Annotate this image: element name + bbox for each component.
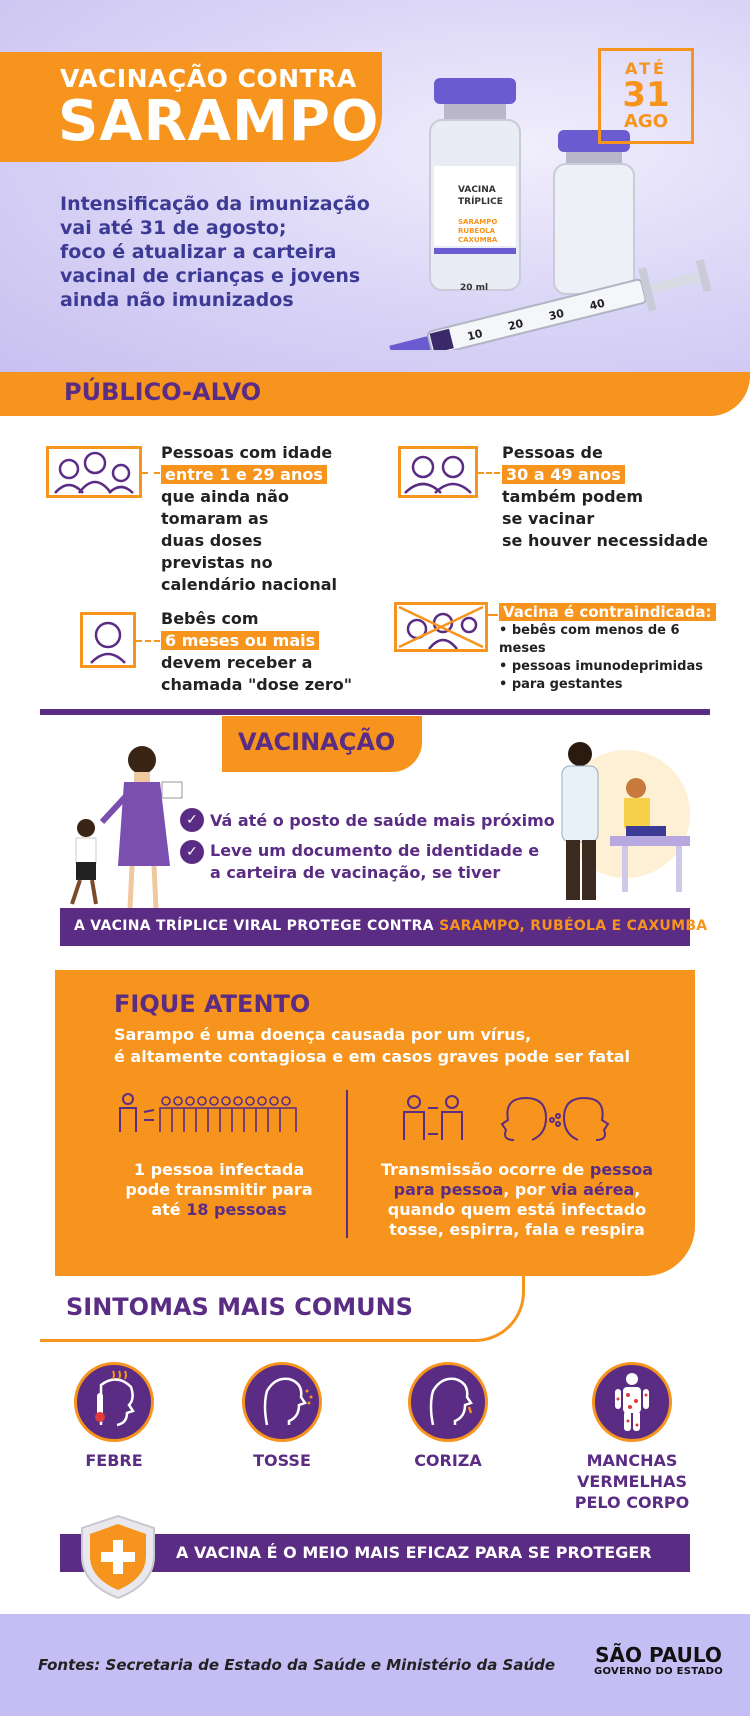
vial-sublabel-2: RUBÉOLA — [458, 227, 496, 235]
publico-item-2-line: se vacinar — [502, 509, 595, 528]
publico-item-2-highlight: 30 a 49 anos — [502, 465, 625, 484]
symptom-label-cough: TOSSE — [253, 1451, 311, 1470]
adults-icon — [398, 446, 478, 498]
date-badge-month: AGO — [623, 111, 668, 132]
red-spots-icon — [592, 1362, 672, 1442]
vacinacao-step-1: Vá até o posto de saúde mais próximo — [210, 811, 555, 830]
transmission-text-part: Transmissão ocorre de — [380, 1160, 590, 1179]
intro-line: ainda não imunizados — [60, 289, 294, 311]
mother-child-illustration — [58, 736, 188, 912]
contraindication-item: • para gestantes — [499, 677, 623, 692]
contagion-text-line: pode transmitir para — [125, 1180, 313, 1199]
atento-description-line: Sarampo é uma doença causada por um vírus, — [114, 1025, 532, 1044]
transmission-text-line: quando quem está infectado — [387, 1200, 647, 1219]
fever-icon — [74, 1362, 154, 1442]
transmission-text-line: tosse, espirra, fala e respira — [389, 1220, 645, 1239]
publico-section-title: PÚBLICO-ALVO — [64, 378, 262, 406]
syringe-mark-40: 40 — [588, 296, 607, 313]
connector-line — [488, 614, 498, 616]
publico-item-4-highlight: Vacina é contraindicada: — [499, 603, 716, 621]
shield-icon — [78, 1514, 158, 1600]
publico-item-1-highlight: entre 1 e 29 anos — [161, 465, 327, 484]
cough-icon — [242, 1362, 322, 1442]
triplice-banner-highlight: SARAMPO, RUBÉOLA E CAXUMBA — [439, 918, 708, 934]
contagion-text — [104, 1160, 334, 1220]
publico-item-2-line: também podem — [502, 487, 644, 506]
atento-section-title: FIQUE ATENTO — [114, 990, 311, 1018]
publico-item-3-line: devem receber a — [161, 653, 313, 672]
sp-government-logo — [594, 1644, 723, 1678]
symptom-label-fever: FEBRE — [85, 1451, 143, 1470]
check-icon: ✓ — [180, 840, 204, 864]
publico-item-3-pre: Bebês com — [161, 609, 259, 628]
intro-line: Intensificação da imunização — [60, 193, 370, 215]
publico-item-3-highlight: 6 meses ou mais — [161, 631, 319, 650]
transmission-highlight: via aérea — [550, 1180, 635, 1199]
vial-label-1: VACINA — [458, 185, 496, 195]
vial-label-2: TRÍPLICE — [458, 197, 503, 207]
symptom-label-red-spots: MANCHAS VERMELHAS PELO CORPO — [574, 1451, 690, 1512]
intro-line: vai até 31 de agosto; — [60, 217, 287, 239]
contraindicated-icon — [394, 602, 488, 652]
vacinacao-step-2-line: a carteira de vacinação, se tiver — [210, 863, 501, 882]
contagion-people-icon — [116, 1092, 302, 1136]
date-badge — [598, 48, 694, 144]
publico-item-1-line: calendário nacional — [161, 575, 338, 594]
intro-line: foco é atualizar a carteira — [60, 241, 337, 263]
publico-item-3 — [161, 608, 361, 696]
date-badge-day: 31 — [622, 75, 670, 115]
vial-volume: 20 ml — [460, 283, 489, 293]
publico-item-1-line: duas doses — [161, 531, 263, 550]
connector-line — [136, 640, 160, 642]
contagion-highlight: 18 pessoas — [186, 1200, 287, 1219]
publico-item-1-line: previstas no — [161, 553, 273, 572]
publico-item-2-pre: Pessoas de — [502, 443, 603, 462]
vacinacao-step-2-line: Leve um documento de identidade e — [210, 841, 540, 860]
logo-line1: SÃO PAULO — [595, 1643, 722, 1667]
transmission-highlight: para pessoa — [393, 1180, 504, 1199]
vacinacao-step-2 — [210, 840, 570, 884]
check-icon: ✓ — [180, 808, 204, 832]
nurse-illustration — [540, 736, 704, 906]
syringe-mark-30: 30 — [547, 306, 566, 323]
sources-text: Fontes: Secretaria de Estado da Saúde e Ministério da Saúde — [38, 1656, 556, 1674]
vial-sublabel-1: SARAMPO — [458, 218, 498, 226]
sintomas-section-title: SINTOMAS MAIS COMUNS — [66, 1293, 413, 1321]
baby-icon — [80, 612, 136, 668]
syringe-mark-20: 20 — [506, 316, 525, 334]
connector-line — [142, 472, 160, 474]
triplice-banner-pre: A VACINA TRÍPLICE VIRAL PROTEGE CONTRA — [74, 918, 440, 934]
transmission-text-part: , por — [503, 1180, 551, 1199]
transmission-icon — [402, 1094, 618, 1146]
publico-item-2 — [502, 442, 722, 552]
publico-item-1-line: que ainda não — [161, 487, 289, 506]
transmission-text — [362, 1160, 672, 1240]
atento-description — [114, 1024, 674, 1068]
contagion-text-line: 1 pessoa infectada — [133, 1160, 305, 1179]
section-divider — [40, 709, 710, 715]
runny-nose-icon — [408, 1362, 488, 1442]
connector-line — [478, 472, 500, 474]
contraindication-item: • pessoas imunodeprimidas — [499, 659, 703, 674]
page-title-line1: VACINAÇÃO CONTRA — [60, 64, 357, 93]
atento-description-line: é altamente contagiosa e em casos graves pode ser fatal — [114, 1047, 631, 1066]
syringe-mark-10: 10 — [465, 327, 484, 344]
vial-sublabel-3: CAXUMBA — [458, 236, 498, 244]
transmission-text-part: , — [634, 1180, 641, 1199]
vacinacao-section-title: VACINAÇÃO — [238, 728, 396, 756]
contagion-text-line: até — [151, 1200, 187, 1219]
contraindication-item: • bebês com menos de 6 meses — [499, 623, 680, 656]
vial-cap — [434, 78, 516, 104]
intro-line: vacinal de crianças e jovens — [60, 265, 361, 287]
publico-item-4 — [499, 602, 719, 694]
logo-line2: GOVERNO DO ESTADO — [594, 1666, 724, 1677]
intro-text — [60, 192, 390, 312]
final-banner-text: A VACINA É O MEIO MAIS EFICAZ PARA SE PROTEGER — [176, 1543, 652, 1562]
publico-item-1-line: tomaram as — [161, 509, 269, 528]
atento-separator — [346, 1090, 348, 1238]
publico-item-3-line: chamada "dose zero" — [161, 675, 353, 694]
publico-item-1-pre: Pessoas com idade — [161, 443, 333, 462]
publico-item-1 — [161, 442, 361, 596]
family-icon — [46, 446, 142, 498]
date-badge-line1: ATÉ — [625, 59, 667, 78]
transmission-highlight: pessoa — [589, 1160, 653, 1179]
publico-item-2-line: se houver necessidade — [502, 531, 709, 550]
triplice-banner-text — [74, 918, 707, 934]
page-title-line2: SARAMPO — [58, 89, 380, 154]
symptom-label-runny-nose: CORIZA — [414, 1451, 482, 1470]
